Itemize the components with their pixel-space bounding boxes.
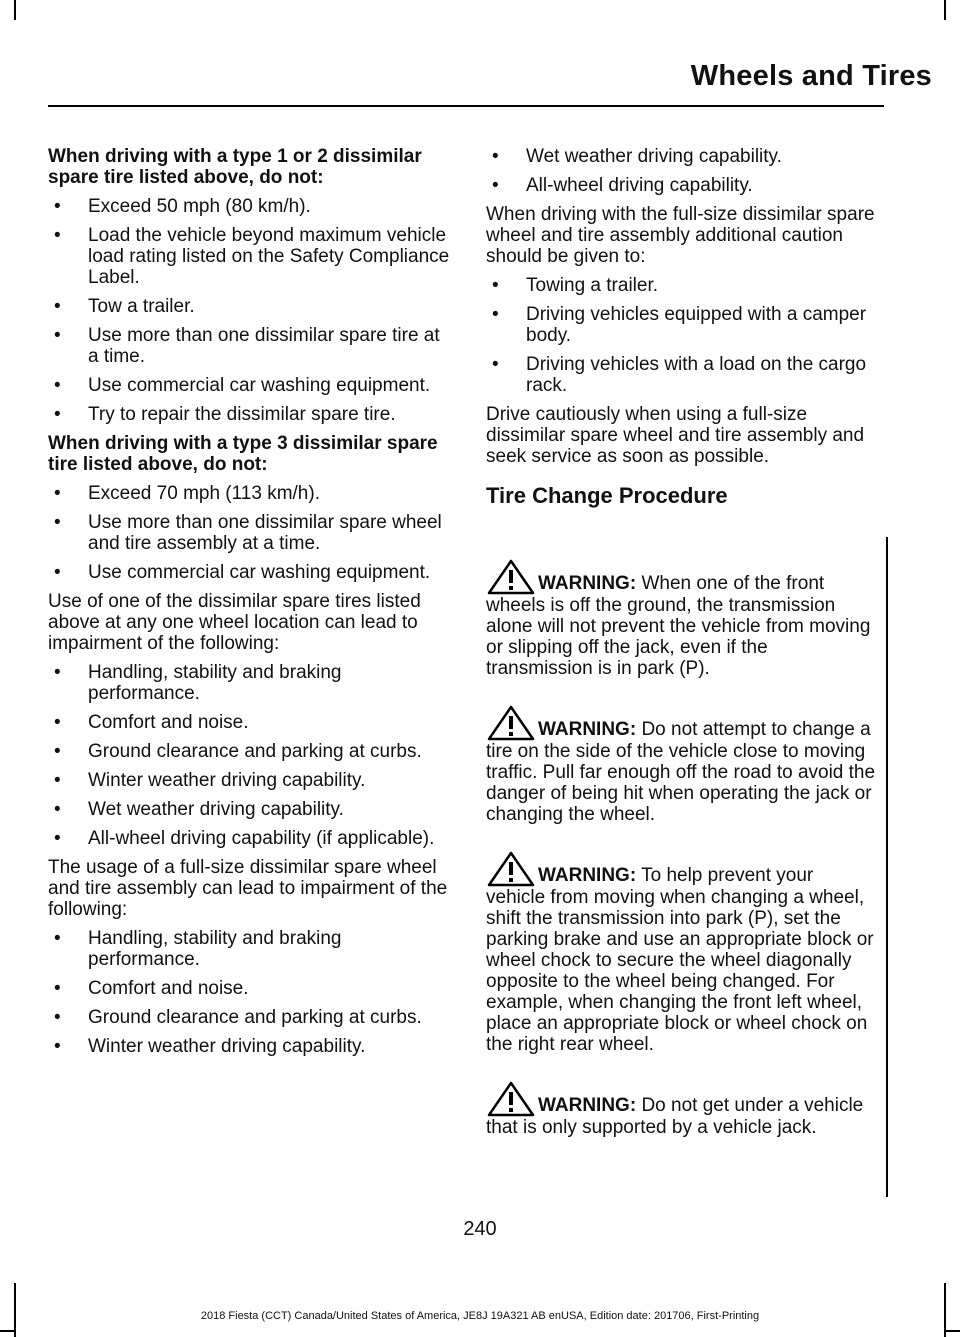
list-type-3 xyxy=(48,483,450,583)
list-item: • Use commercial car washing equipment. xyxy=(54,562,431,583)
list-item: • Use more than one dissimilar spare wheel and tire assembly at a time. xyxy=(54,512,442,554)
page-number: 240 xyxy=(463,1218,497,1240)
list-impairment-2 xyxy=(48,928,450,1057)
section-title: Tire Change Procedure xyxy=(486,483,728,508)
list-item: • Ground clearance and parking at curbs. xyxy=(54,741,422,762)
warning-block: WARNING: Do not get under a vehicle that is only supported by a vehicle jack. xyxy=(486,1081,876,1138)
list-item: • Exceed 70 mph (113 km/h). xyxy=(54,483,320,504)
list-item: • Use commercial car washing equipment. xyxy=(54,375,431,396)
list-item: • Winter weather driving capability. xyxy=(54,1036,366,1057)
list-item: • Comfort and noise. xyxy=(54,712,249,733)
list-item: • Driving vehicles with a load on the cargo rack. xyxy=(492,354,867,396)
list-impairment-1 xyxy=(48,662,450,849)
crop-mark-bottom-right-h xyxy=(944,1330,960,1332)
paragraph: When driving with the full-size dissimilar spare wheel and tire assembly additional caution should be given to: xyxy=(486,204,875,267)
warning-triangle-icon xyxy=(486,1081,536,1117)
list-item: • All-wheel driving capability (if applicable). xyxy=(54,828,435,849)
list-item: • Driving vehicles equipped with a camper body. xyxy=(492,304,867,346)
list-item: • Load the vehicle beyond maximum vehicle load rating listed on the Safety Compliance Label. xyxy=(54,225,450,288)
list-item: • All-wheel driving capability. xyxy=(492,175,753,196)
list-impairment-2-cont xyxy=(486,146,886,196)
list-item: • Towing a trailer. xyxy=(492,275,659,296)
list-item: • Use more than one dissimilar spare tire at a time. xyxy=(54,325,440,367)
left-column xyxy=(48,146,450,1065)
warning-box xyxy=(486,537,888,1197)
warning-block: WARNING: When one of the front wheels is off the ground, the transmission alone will not prevent the vehicle from moving or slipping off the jack, even if the transmission is in park (P). xyxy=(486,559,876,679)
list-type-1-2 xyxy=(48,196,450,425)
heading-type-3: When driving with a type 3 dissimilar spare tire listed above, do not: xyxy=(48,433,438,475)
warning-block: WARNING: To help prevent your vehicle from moving when changing a wheel, shift the transmission into park (P), set the parking brake and use an appropriate block or wheel chock to secure the wheel diagonally opposite to the wheel being changed. For example, when changing the front left wheel, place an appropriate block or wheel chock on the right rear wheel. xyxy=(486,851,876,1055)
page-header-title: Wheels and Tires xyxy=(690,60,932,92)
footer-edition-info: 2018 Fiesta (CCT) Canada/United States of America, JE8J 19A321 AB enUSA, Edition date: 201706, First-Printing xyxy=(200,1310,760,1322)
list-item: • Try to repair the dissimilar spare tire. xyxy=(54,404,396,425)
crop-mark-top-right xyxy=(944,0,946,20)
paragraph: The usage of a full-size dissimilar spare wheel and tire assembly can lead to impairment of the following: xyxy=(48,857,448,920)
list-item: • Winter weather driving capability. xyxy=(54,770,366,791)
heading-type-1-2: When driving with a type 1 or 2 dissimilar spare tire listed above, do not: xyxy=(48,146,422,188)
warning-triangle-icon xyxy=(486,851,536,887)
right-column xyxy=(486,146,886,1197)
header-rule xyxy=(48,105,884,107)
crop-mark-bottom-left-h xyxy=(0,1330,16,1332)
list-item: • Wet weather driving capability. xyxy=(492,146,782,167)
crop-mark-top-left xyxy=(14,0,16,20)
list-item: • Wet weather driving capability. xyxy=(54,799,344,820)
list-caution xyxy=(486,275,886,396)
list-item: • Ground clearance and parking at curbs. xyxy=(54,1007,422,1028)
paragraph: Use of one of the dissimilar spare tires listed above at any one wheel location can lead to impairment of the following: xyxy=(48,591,421,654)
list-item: • Exceed 50 mph (80 km/h). xyxy=(54,196,311,217)
warning-block: WARNING: Do not attempt to change a tire on the side of the vehicle close to moving traffic. Pull far enough off the road to avoid the danger of being hit when operating the jack or changing the wheel. xyxy=(486,705,876,825)
paragraph: Drive cautiously when using a full-size dissimilar spare wheel and tire assembly and seek service as soon as possible. xyxy=(486,404,865,467)
warning-triangle-icon xyxy=(486,705,536,741)
warning-triangle-icon xyxy=(486,559,536,595)
list-item: • Handling, stability and braking performance. xyxy=(54,928,342,970)
list-item: • Handling, stability and braking performance. xyxy=(54,662,342,704)
list-item: • Comfort and noise. xyxy=(54,978,249,999)
list-item: • Tow a trailer. xyxy=(54,296,195,317)
